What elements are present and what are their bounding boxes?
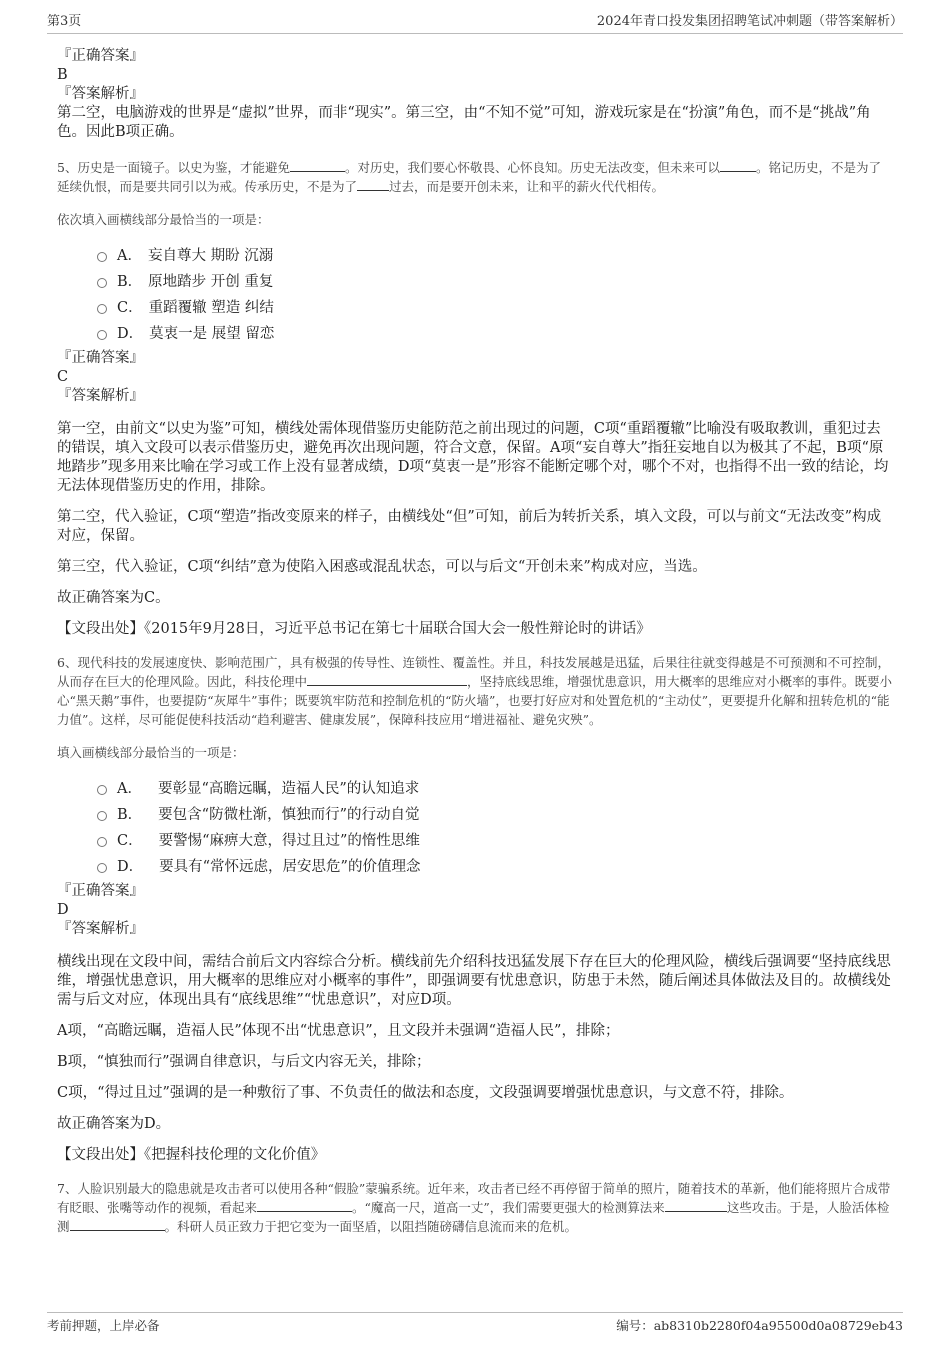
fill-blank xyxy=(290,159,345,172)
analysis-paragraph: C项，“得过且过”强调的是一种敷衍了事、不负责任的做法和态度，文段强调要增强忧患意识，与文意不符，排除。 xyxy=(57,1085,794,1101)
radio-icon[interactable] xyxy=(97,863,107,873)
analysis-label: 『答案解析』 xyxy=(57,921,144,937)
option-d[interactable]: D． 莫衷一是 展望 留恋 xyxy=(97,319,893,345)
option-d[interactable]: D． 要具有“常怀远虑，居安思危”的价值理念 xyxy=(97,852,893,878)
document-id: 编号：ab8310b2280f04a95500d0a08729eb43 xyxy=(616,1318,903,1333)
fill-blank xyxy=(720,159,756,172)
content xyxy=(57,47,893,1236)
fill-blank xyxy=(70,1218,165,1231)
radio-icon[interactable] xyxy=(97,785,107,795)
fill-blank xyxy=(357,178,389,191)
question-prompt: 填入画横线部分最恰当的一项是： xyxy=(57,745,245,760)
option-c[interactable]: C． 重蹈覆辙 塑造 纠结 xyxy=(97,293,893,319)
fill-blank xyxy=(307,673,467,686)
footer-slogan: 考前押题，上岸必备 xyxy=(47,1318,160,1333)
analysis-paragraph: 故正确答案为D。 xyxy=(57,1116,171,1132)
page-number: 第3页 xyxy=(47,14,82,29)
source-citation: 【文段出处】《把握科技伦理的文化价值》 xyxy=(57,1147,326,1163)
document-title: 2024年青口投发集团招聘笔试冲刺题（带答案解析） xyxy=(596,14,903,29)
answer-label: 『正确答案』 xyxy=(57,883,144,899)
analysis-paragraph: 第一空，由前文“以史为鉴”可知，横线处需体现借鉴历史能防范之前出现过的问题，C项“重蹈覆辙”比喻没有吸取教训，重犯过去的错误，填入文段可以表示借鉴历史，避免再次出现问题，符合文意，保留。A项“妄自尊大”指狂妄地自以为极其了不起，B项“原地踏步”现多用来比喻在学习或工作上没有显著成绩，D项“莫衷一是”形容不能断定哪个对，哪个不对，也指得不出一致的结论，均无法体现借鉴历史的作用，排除。 xyxy=(57,421,889,494)
source-citation: 【文段出处】《2015年9月28日，习近平总书记在第七十届联合国大会一般性辩论时的讲话》 xyxy=(57,621,651,637)
analysis-paragraph: 故正确答案为C。 xyxy=(57,590,170,606)
options-list xyxy=(97,774,893,878)
question-5: 5、历史是一面镜子。以史为鉴，才能避免 。对历史，我们要心怀敬畏、心怀良知。历史无法改变，但未来可以 。铭记历史，不是为了延续仇恨，而是要共同引以为戒。传承历史，不是为了 过去，而是要开创未来，让和平的薪火代代相传。 xyxy=(57,160,881,194)
fill-blank xyxy=(257,1199,352,1212)
answer-label: 『正确答案』 xyxy=(57,48,144,64)
question-prompt: 依次填入画横线部分最恰当的一项是： xyxy=(57,212,270,227)
page-footer xyxy=(47,1312,903,1334)
radio-icon[interactable] xyxy=(97,278,107,288)
question-7: 7、人脸识别最大的隐患就是攻击者可以使用各种“假脸”蒙骗系统。近年来，攻击者已经不再停留于简单的照片，随着技术的革新，他们能将照片合成带有眨眼、张嘴等动作的视频，看起来 。“魔高一尺，道高一丈”，我们需要更强大的检测算法来 这些攻击。于是，人脸活体检测 。科研人员正致力于把它变为一面坚盾，以阻挡随磅礴信息流而来的危机。 xyxy=(57,1181,891,1234)
option-b[interactable]: B． 要包含“防微杜渐，慎独而行”的行动自觉 xyxy=(97,800,893,826)
analysis-paragraph: 第二空，代入验证，C项“塑造”指改变原来的样子，由横线处“但”可知，前后为转折关系，填入文段，可以与前文“无法改变”构成对应，保留。 xyxy=(57,509,882,544)
answer-value: D xyxy=(57,902,69,918)
option-a[interactable]: A． 妄自尊大 期盼 沉溺 xyxy=(97,241,893,267)
option-a[interactable]: A． 要彰显“高瞻远瞩，造福人民”的认知追求 xyxy=(97,774,893,800)
answer-label: 『正确答案』 xyxy=(57,350,144,366)
radio-icon[interactable] xyxy=(97,304,107,314)
radio-icon[interactable] xyxy=(97,330,107,340)
analysis-label: 『答案解析』 xyxy=(57,388,144,404)
fill-blank xyxy=(665,1199,727,1212)
answer-value: B xyxy=(57,67,68,83)
radio-icon[interactable] xyxy=(97,252,107,262)
analysis-paragraph: A项，“高瞻远瞩，造福人民”体现不出“忧患意识”，且文段并未强调“造福人民”，排除； xyxy=(57,1023,620,1039)
radio-icon[interactable] xyxy=(97,837,107,847)
analysis-label: 『答案解析』 xyxy=(57,86,144,102)
question-6: 6、现代科技的发展速度快、影响范围广，具有极强的传导性、连锁性、覆盖性。并且，科技发展越是迅猛，后果往往就变得越是不可预测和不可控制，从而存在巨大的伦理风险。因此，科技伦理中 ，坚持底线思维，增强忧患意识，用大概率的思维应对小概率的事件。既要小心“黑天鹅”事件，也要提防“灰犀牛”事件；既要筑牢防范和控制危机的“防火墙”，也要打好应对和处置危机的“主动仗”，更要提升化解和扭转危机的“能力值”。这样，尽可能促使科技活动“趋利避害、健康发展”，保障科技应用“增进福祉、避免灾殃”。 xyxy=(57,655,893,727)
analysis-text: 第二空，电脑游戏的世界是“虚拟”世界，而非“现实”。第三空，由“不知不觉”可知，游戏玩家是在“扮演”角色，而不是“挑战”角色。因此B项正确。 xyxy=(57,105,871,140)
option-b[interactable]: B． 原地踏步 开创 重复 xyxy=(97,267,893,293)
page-header xyxy=(47,12,903,34)
options-list xyxy=(97,241,893,345)
analysis-paragraph: B项，“慎独而行”强调自律意识，与后文内容无关，排除； xyxy=(57,1054,431,1070)
answer-value: C xyxy=(57,369,69,385)
analysis-paragraph: 横线出现在文段中间，需结合前后文内容综合分析。横线前先介绍科技迅猛发展下存在巨大的伦理风险，横线后强调要“坚持底线思维，增强忧患意识，用大概率的思维应对小概率的事件”，即强调要有忧患意识，防患于未然，随后阐述具体做法及目的。故横线处需与后文对应，体现出具有“底线思维”“忧患意识”，对应D项。 xyxy=(57,954,891,1008)
option-c[interactable]: C． 要警惕“麻痹大意，得过且过”的惰性思维 xyxy=(97,826,893,852)
analysis-paragraph: 第三空，代入验证，C项“纠结”意为使陷入困惑或混乱状态，可以与后文“开创未来”构成对应，当选。 xyxy=(57,559,707,575)
radio-icon[interactable] xyxy=(97,811,107,821)
